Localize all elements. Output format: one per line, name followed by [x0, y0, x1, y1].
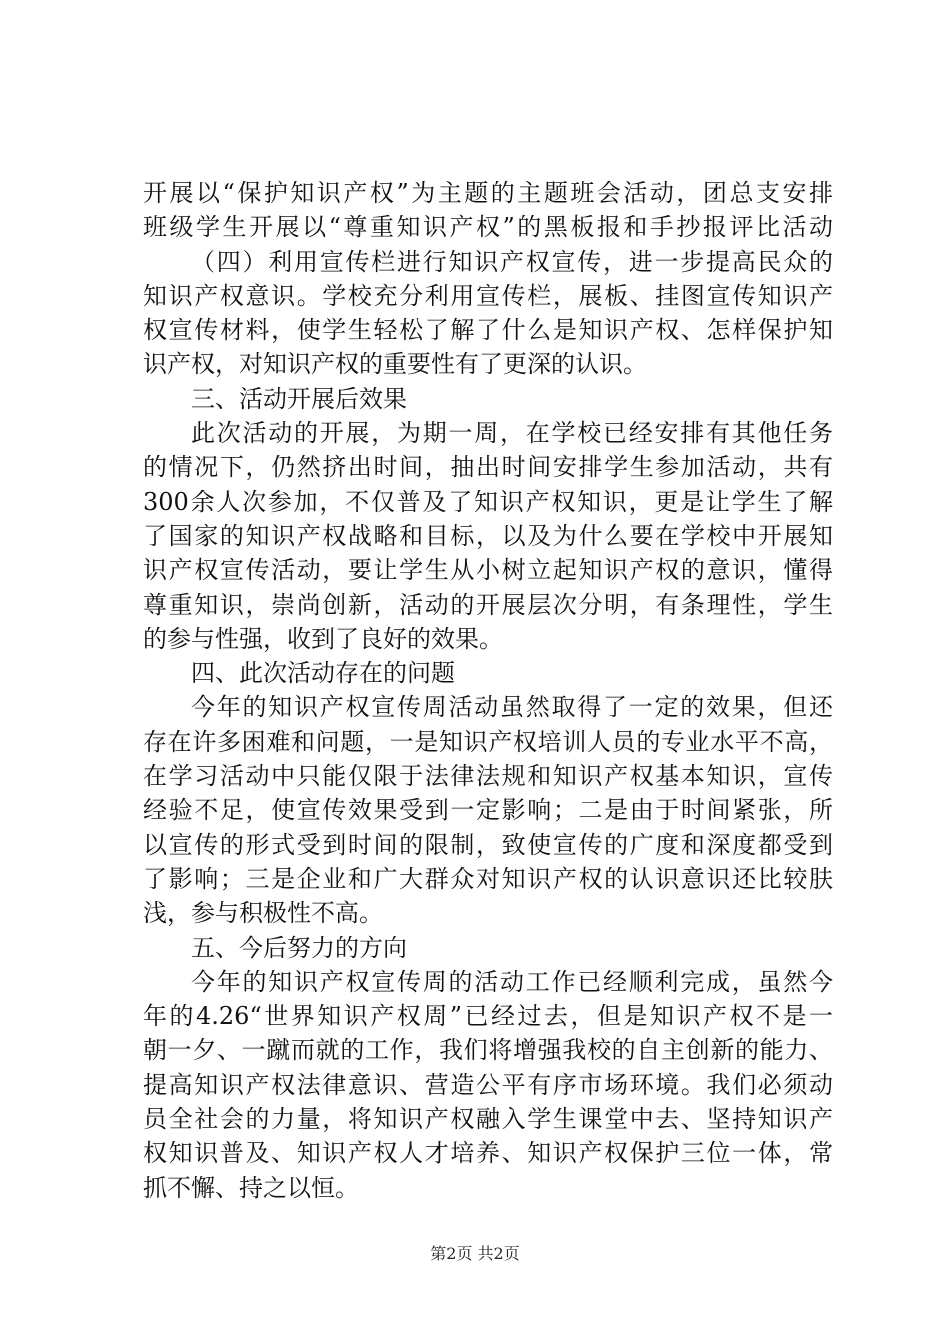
text-line: 的情况下，仍然挤出时间，抽出时间安排学生参加活动，共有 [143, 453, 833, 482]
text-line: 尊重知识，崇尚创新，活动的开展层次分明，有条理性，学生 [143, 590, 833, 619]
text-line: 权知识普及、知识产权人才培养、知识产权保护三位一体，常 [143, 1139, 833, 1168]
text-line: 识产权，对知识产权的重要性有了更深的认识。 [143, 350, 647, 379]
text-line: 存在许多困难和问题，一是知识产权培训人员的专业水平不高， [143, 727, 833, 756]
text-line: 四、此次活动存在的问题 [191, 659, 455, 688]
text-line: 浅，参与积极性不高。 [143, 899, 383, 928]
text-line: 开展以“保护知识产权”为主题的主题班会活动，团总支安排 [143, 179, 833, 207]
text-line: 员全社会的力量，将知识产权融入学生课堂中去、坚持知识产 [143, 1105, 833, 1134]
text-line: 知识产权意识。学校充分利用宣传栏，展板、挂图宣传知识产 [143, 281, 833, 310]
text-line: 抓不懈、持之以恒。 [143, 1173, 359, 1202]
text-line: 今年的知识产权宣传周活动虽然取得了一定的效果，但还 [191, 693, 833, 722]
text-line: 班级学生开展以“尊重知识产权”的黑板报和手抄报评比活动 [143, 213, 833, 242]
document-body [143, 176, 833, 1205]
text-line: 此次活动的开展，为期一周，在学校已经安排有其他任务 [191, 419, 833, 448]
text-line: 以宣传的形式受到时间的限制，致使宣传的广度和深度都受到 [143, 830, 833, 859]
text-line: （四）利用宣传栏进行知识产权宣传，进一步提高民众的 [191, 247, 833, 276]
text-line: 五、今后努力的方向 [191, 933, 407, 962]
text-line: 三、活动开展后效果 [191, 384, 407, 413]
text-line: 经验不足，使宣传效果受到一定影响；二是由于时间紧张，所 [143, 796, 833, 825]
text-line: 在学习活动中只能仅限于法律法规和知识产权基本知识，宣传 [143, 762, 833, 791]
text-line: 今年的知识产权宣传周的活动工作已经顺利完成，虽然今 [191, 967, 833, 996]
text-line: 提高知识产权法律意识、营造公平有序市场环境。我们必须动 [143, 1070, 833, 1099]
text-line: 朝一夕、一蹴而就的工作，我们将增强我校的自主创新的能力、 [143, 1036, 833, 1065]
text-line: 权宣传材料，使学生轻松了解了什么是知识产权、怎样保护知 [143, 316, 833, 345]
page-footer: 第2页 共2页 [430, 1244, 520, 1263]
text-line: 的参与性强，收到了良好的效果。 [143, 624, 503, 653]
text-line: 了影响；三是企业和广大群众对知识产权的认识意识还比较肤 [143, 864, 833, 893]
text-line: 300余人次参加，不仅普及了知识产权知识，更是让学生了解 [143, 487, 833, 516]
text-line: 识产权宣传活动，要让学生从小树立起知识产权的意识，懂得 [143, 556, 833, 585]
text-line: 年的4.26“世界知识产权周”已经过去，但是知识产权不是一 [143, 1002, 833, 1031]
text-line: 了国家的知识产权战略和目标，以及为什么要在学校中开展知 [143, 521, 833, 550]
